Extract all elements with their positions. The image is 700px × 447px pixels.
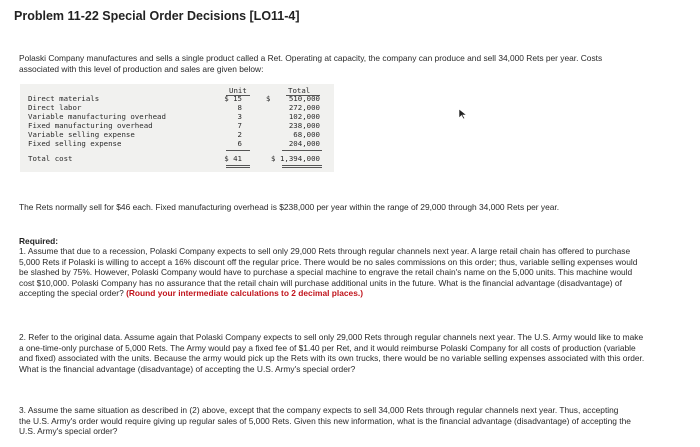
row-total: 238,000 — [288, 121, 320, 130]
subtotal-rule-unit — [226, 150, 250, 151]
required-heading: Required: — [19, 236, 59, 246]
question-1-text: 1. Assume that due to a recession, Polaski Company expects to sell only 29,000 Rets through regular channels next year. A large retail chain has offered to purchase 5,000 Rets if Polaski is willing to accept a 16% discount off the regular price. There would be no sales commissions on this order; thus, variable selling expenses would be slashed by 75%. However, Polaski Company would have to purchase a special machine to engrave the retail chain's name on the 5,000 units. This machine would cost $10,000. Polaski Company has no assurance that the retail chain will purchase additional units in the future. What is the financial advantage (disadvantage) of accepting the special order? — [19, 246, 638, 299]
total-double-rule-total — [282, 165, 322, 166]
row-unit: 8 — [237, 103, 242, 112]
note-paragraph: The Rets normally sell for $46 each. Fixed manufacturing overhead is $238,000 per year within the range of 29,000 through 34,000 Rets per year. — [19, 202, 560, 212]
mouse-pointer-icon — [458, 108, 468, 120]
question-1-hint: (Round your intermediate calculations to 2 decimal places.) — [126, 288, 363, 299]
row-total: 272,000 — [288, 103, 320, 112]
problem-title: Problem 11-22 Special Order Decisions [LO11-4] — [14, 9, 300, 23]
row-unit: 6 — [237, 139, 242, 148]
row-label: Variable manufacturing overhead — [28, 112, 166, 121]
row-label: Fixed selling expense — [28, 139, 122, 148]
row-total: 204,000 — [288, 139, 320, 148]
row-unit: $ 15 — [224, 94, 242, 103]
header-total: Total — [288, 86, 311, 95]
total-double-rule-unit-2 — [226, 167, 250, 168]
header-unit: Unit — [229, 86, 247, 95]
table-row — [20, 139, 334, 149]
row-label: Fixed manufacturing overhead — [28, 121, 153, 130]
row-label: Direct materials — [28, 94, 100, 103]
total-amount: $ 1,394,000 — [271, 154, 320, 163]
total-label: Total cost — [28, 154, 73, 163]
total-row — [20, 154, 334, 164]
intro-paragraph: Polaski Company manufactures and sells a single product called a Ret. Operating at capacity, the company can produce and sell 34,000 Rets per year. Costs associated with this level of production and sales are given below: — [19, 53, 603, 74]
total-double-rule-unit — [226, 165, 250, 166]
question-3: 3. Assume the same situation as described in (2) above, except that the company expects to sell 34,000 Rets through regular channels next year. Thus, accepting the U.S. Army's order would require giving up regular sales of 5,000 Rets. Given this new information, what is the financial advantage (disadvantage) of accepting the U.S. Army's special order? — [19, 405, 631, 437]
row-total: 102,000 — [288, 112, 320, 121]
subtotal-rule-total — [282, 150, 322, 151]
total-unit: $ 41 — [224, 154, 242, 163]
total-double-rule-total-2 — [282, 167, 322, 168]
row-unit: 3 — [237, 112, 242, 121]
row-unit: 7 — [237, 121, 242, 130]
question-1 — [19, 246, 644, 299]
row-label: Direct labor — [28, 103, 82, 112]
row-total: 68,000 — [293, 130, 320, 139]
row-label: Variable selling expense — [28, 130, 135, 139]
row-unit: 2 — [237, 130, 242, 139]
currency-symbol: $ — [266, 94, 271, 103]
row-total: 510,000 — [288, 94, 320, 103]
cost-table — [20, 84, 334, 172]
question-2: 2. Refer to the original data. Assume again that Polaski Company expects to sell only 29,000 Rets through regular channels next year. The U.S. Army would like to make a one-time-only purchase of 5,000 Rets. The Army would pay a fixed fee of $1.40 per Ret, and it would reimburse Polaski Company for all costs of production (variable and fixed) associated with the units. Because the army would pick up the Rets with its own trucks, there would be no variable selling expenses associated with this order. What is the financial advantage (disadvantage) of accepting the U.S. Army's special order? — [19, 332, 645, 374]
